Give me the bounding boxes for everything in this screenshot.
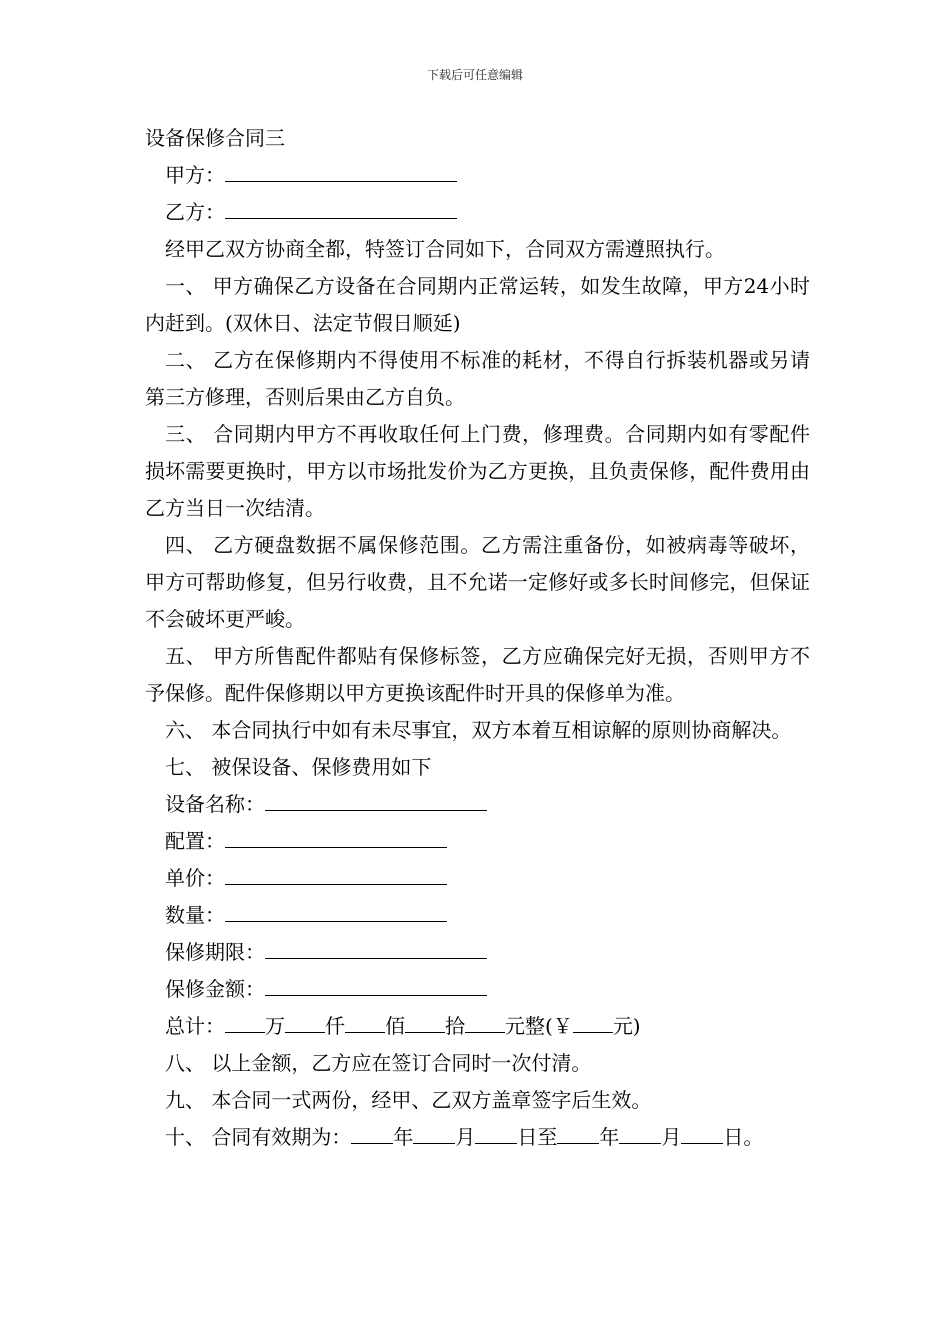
end-month-label: 月 bbox=[661, 1125, 682, 1149]
end-year-blank bbox=[557, 1121, 599, 1144]
total-shi: 拾 bbox=[445, 1014, 465, 1038]
config-label: 配置： bbox=[165, 829, 225, 853]
contract-body bbox=[145, 120, 810, 1156]
clause-6: 六、 本合同执行中如有未尽事宜，双方本着互相谅解的原则协商解决。 bbox=[165, 718, 792, 742]
total-yuan-close: 元) bbox=[612, 1014, 641, 1038]
party-b-line bbox=[145, 194, 810, 231]
quantity-line bbox=[145, 897, 810, 934]
warranty-period-label: 保修期限： bbox=[165, 940, 265, 964]
start-day-blank bbox=[475, 1121, 517, 1144]
device-name-line bbox=[145, 786, 810, 823]
start-month-label: 月 bbox=[455, 1125, 476, 1149]
party-b-label: 乙方： bbox=[165, 200, 225, 224]
clause-4: 四、 乙方硬盘数据不属保修范围。乙方需注重备份，如被病毒等破坏，甲方可帮助修复，但另行收费，且不允诺一定修好或多长时间修完，但保证不会破坏更严峻。 bbox=[145, 533, 810, 631]
page-header: 下载后可任意编辑 bbox=[426, 68, 523, 82]
start-year-blank bbox=[351, 1121, 393, 1144]
clause-7: 七、 被保设备、保修费用如下 bbox=[165, 755, 432, 779]
party-b-blank bbox=[225, 196, 457, 219]
warranty-amount-blank bbox=[265, 973, 487, 996]
end-day-blank bbox=[681, 1121, 723, 1144]
end-year-label: 年 bbox=[599, 1125, 620, 1149]
contract-title: 设备保修合同三 bbox=[145, 126, 285, 150]
warranty-period-blank bbox=[265, 936, 487, 959]
party-a-label: 甲方： bbox=[165, 163, 225, 187]
total-yuanzheng: 元整(￥ bbox=[505, 1014, 573, 1038]
unit-price-line bbox=[145, 860, 810, 897]
party-a-line bbox=[145, 157, 810, 194]
warranty-amount-label: 保修金额： bbox=[165, 977, 265, 1001]
start-month-blank bbox=[413, 1121, 455, 1144]
warranty-amount-line bbox=[145, 971, 810, 1008]
total-label: 总计： bbox=[165, 1014, 225, 1038]
intro-paragraph: 经甲乙双方协商全都，特签订合同如下，合同双方需遵照执行。 bbox=[165, 237, 725, 261]
unit-price-label: 单价： bbox=[165, 866, 225, 890]
clause-5: 五、 甲方所售配件都贴有保修标签，乙方应确保完好无损，否则甲方不予保修。配件保修期以甲方更换该配件时开具的保修单为准。 bbox=[145, 644, 810, 705]
day-to-label: 日至 bbox=[517, 1125, 558, 1149]
start-year-label: 年 bbox=[393, 1125, 414, 1149]
total-shi-blank bbox=[405, 1010, 445, 1033]
end-month-blank bbox=[619, 1121, 661, 1144]
party-a-blank bbox=[225, 159, 457, 182]
clause-3: 三、 合同期内甲方不再收取任何上门费，修理费。合同期内如有零配件损坏需要更换时，甲方以市场批发价为乙方更换，且负责保修，配件费用由乙方当日一次结清。 bbox=[145, 422, 810, 520]
quantity-label: 数量： bbox=[165, 903, 225, 927]
total-bai-blank bbox=[345, 1010, 385, 1033]
quantity-blank bbox=[225, 899, 447, 922]
warranty-period-line bbox=[145, 934, 810, 971]
clause-10 bbox=[145, 1119, 810, 1156]
clause-10-label: 十、 合同有效期为： bbox=[165, 1125, 352, 1149]
day-end-label: 日。 bbox=[723, 1125, 764, 1149]
total-bai: 佰 bbox=[385, 1014, 405, 1038]
config-line bbox=[145, 823, 810, 860]
total-wan-blank bbox=[225, 1010, 265, 1033]
total-numeric-blank bbox=[573, 1010, 613, 1033]
clause-2: 二、 乙方在保修期内不得使用不标准的耗材，不得自行拆装机器或另请第三方修理，否则后果由乙方自负。 bbox=[145, 348, 810, 409]
clause-1: 一、 甲方确保乙方设备在合同期内正常运转，如发生故障，甲方24小时内赶到。(双休日、法定节假日顺延) bbox=[145, 274, 810, 335]
clause-9: 九、 本合同一式两份，经甲、乙双方盖章签字后生效。 bbox=[165, 1088, 652, 1112]
total-yuan-blank bbox=[465, 1010, 505, 1033]
unit-price-blank bbox=[225, 862, 447, 885]
total-qian-blank bbox=[285, 1010, 325, 1033]
total-line bbox=[145, 1008, 810, 1045]
total-qian: 仟 bbox=[325, 1014, 345, 1038]
config-blank bbox=[225, 825, 447, 848]
device-name-blank bbox=[265, 788, 487, 811]
clause-8: 八、 以上金额，乙方应在签订合同时一次付清。 bbox=[165, 1051, 592, 1075]
total-wan: 万 bbox=[265, 1014, 285, 1038]
device-name-label: 设备名称： bbox=[165, 792, 265, 816]
